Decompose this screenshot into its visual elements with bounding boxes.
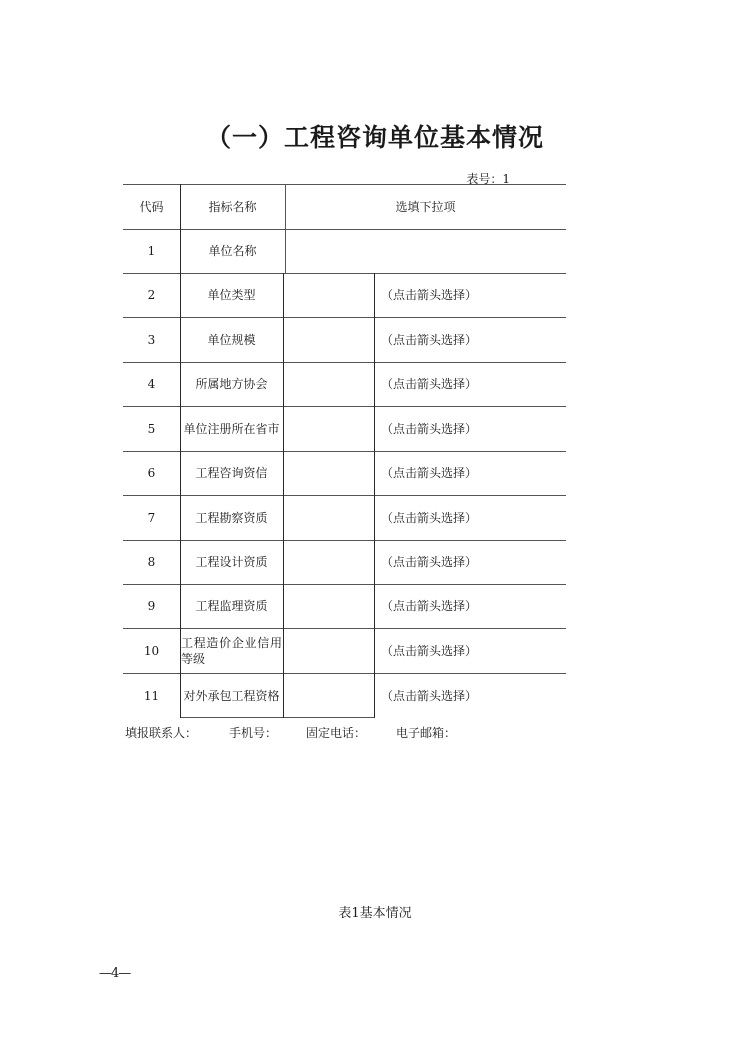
row-indicator-name: 单位规模 (207, 332, 256, 347)
dropdown-hint[interactable]: （点击箭头选择） (381, 377, 478, 391)
row-indicator-name: 单位类型 (207, 288, 256, 302)
row-code: 10 (143, 643, 160, 658)
row-indicator-name: 单位名称 (208, 244, 257, 258)
fixed-phone-label: 固定电话： (306, 726, 367, 740)
table-number: 表号：1 (466, 172, 510, 186)
value-input[interactable] (283, 317, 374, 362)
row-code: 7 (147, 510, 156, 525)
dropdown-hint[interactable]: （点击箭头选择） (381, 643, 478, 658)
dropdown-hint[interactable]: （点击箭头选择） (381, 421, 478, 436)
row-indicator-name: 工程造价企业信用等级 (181, 635, 282, 666)
table-rule (374, 273, 375, 718)
row-indicator-name: 对外承包工程资格 (183, 688, 280, 703)
value-input[interactable] (283, 628, 374, 673)
basic-info-table (123, 184, 566, 718)
mobile-label: 手机号： (229, 726, 278, 740)
value-input[interactable] (283, 673, 374, 718)
value-input[interactable] (283, 406, 374, 451)
dropdown-hint[interactable]: （点击箭头选择） (381, 288, 478, 302)
value-input[interactable] (283, 495, 374, 540)
contact-person-label: 填报联系人： (125, 726, 198, 740)
row-code: 3 (147, 332, 156, 347)
email-label: 电子邮箱： (396, 726, 457, 740)
row-code: 5 (147, 421, 156, 436)
row-code: 2 (147, 288, 156, 302)
value-input[interactable] (283, 273, 374, 317)
row-code: 9 (147, 599, 156, 613)
value-input[interactable] (283, 362, 374, 406)
value-input[interactable] (283, 584, 374, 628)
value-input[interactable] (283, 451, 374, 495)
row-code: 4 (147, 377, 156, 391)
row-indicator-name: 工程咨询资信 (195, 466, 268, 480)
value-input[interactable] (283, 540, 374, 584)
row-code: 1 (147, 244, 156, 258)
row-indicator-name: 单位注册所在省市 (183, 421, 280, 436)
table-caption: 表1基本情况 (338, 906, 412, 921)
dropdown-hint[interactable]: （点击箭头选择） (381, 510, 478, 525)
dropdown-hint[interactable]: （点击箭头选择） (381, 555, 478, 569)
row-indicator-name: 工程设计资质 (195, 555, 268, 569)
header-indicator-name: 指标名称 (208, 199, 257, 214)
row-indicator-name: 工程监理资质 (195, 599, 268, 613)
dropdown-hint[interactable]: （点击箭头选择） (381, 688, 478, 703)
row-code: 8 (147, 555, 156, 569)
unit-name-input[interactable] (285, 229, 566, 273)
header-option: 选填下拉项 (395, 199, 456, 214)
row-indicator-name: 工程勘察资质 (195, 510, 268, 525)
page-number: —4— (99, 966, 131, 981)
header-code: 代码 (139, 199, 164, 214)
dropdown-hint[interactable]: （点击箭头选择） (381, 466, 478, 480)
page-title: （一）工程咨询单位基本情况 (205, 123, 544, 152)
row-code: 11 (143, 688, 160, 703)
row-code: 6 (147, 466, 156, 480)
dropdown-hint[interactable]: （点击箭头选择） (381, 332, 478, 347)
row-indicator-name: 所属地方协会 (195, 377, 268, 391)
dropdown-hint[interactable]: （点击箭头选择） (381, 599, 478, 613)
